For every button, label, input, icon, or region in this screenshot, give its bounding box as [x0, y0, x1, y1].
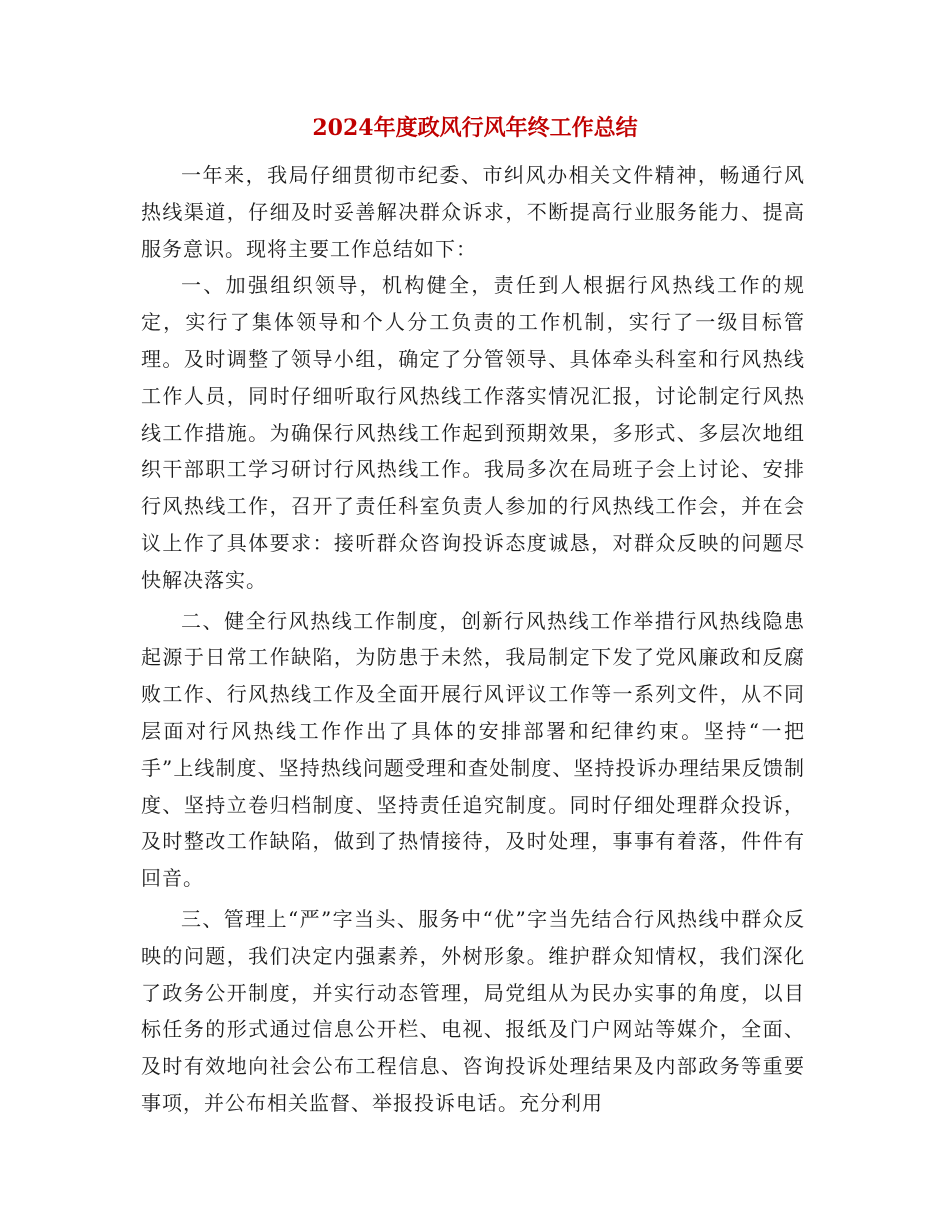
paragraph-section-3: 三、管理上“严”字当头、服务中“优”字当先结合行风热线中群众反映的问题，我们决定内强素养，外树形象。维护群众知情权，我们深化了政务公开制度，并实行动态管理，局党组从为民办实事的角度，以目标任务的形式通过信息公开栏、电视、报纸及门户网站等媒介，全面、及时有效地向社会公布工程信息、咨询投诉处理结果及内部政务等重要事项，并公布相关监督、举报投诉电话。充分利用	[141, 906, 805, 1115]
paragraph-intro: 一年来，我局仔细贯彻市纪委、市纠风办相关文件精神，畅通行风热线渠道，仔细及时妥善解决群众诉求，不断提高行业服务能力、提高服务意识。现将主要工作总结如下：	[141, 163, 805, 261]
document-body	[141, 157, 805, 1122]
document-title: 2024年度政风行风年终工作总结	[312, 115, 638, 141]
paragraph-section-1: 一、加强组织领导，机构健全，责任到人根据行风热线工作的规定，实行了集体领导和个人分工负责的工作机制，实行了一级目标管理。及时调整了领导小组，确定了分管领导、具体牵头科室和行风热线工作人员，同时仔细听取行风热线工作落实情况汇报，讨论制定行风热线工作措施。为确保行风热线工作起到预期效果，多形式、多层次地组织干部职工学习研讨行风热线工作。我局多次在局班子会上讨论、安排行风热线工作，召开了责任科室负责人参加的行风热线工作会，并在会议上作了具体要求：接听群众咨询投诉态度诚恳，对群众反映的问题尽快解决落实。	[141, 273, 805, 592]
paragraph-section-2: 二、健全行风热线工作制度，创新行风热线工作举措行风热线隐患起源于日常工作缺陷，为防患于未然，我局制定下发了党风廉政和反腐败工作、行风热线工作及全面开展行风评议工作等一系列文件，从不同层面对行风热线工作作出了具体的安排部署和纪律约束。坚持“一把手”上线制度、坚持热线问题受理和查处制度、坚持投诉办理结果反馈制度、坚持立卷归档制度、坚持责任追究制度。同时仔细处理群众投诉，及时整改工作缺陷，做到了热情接待，及时处理，事事有着落，件件有回音。	[141, 608, 805, 891]
